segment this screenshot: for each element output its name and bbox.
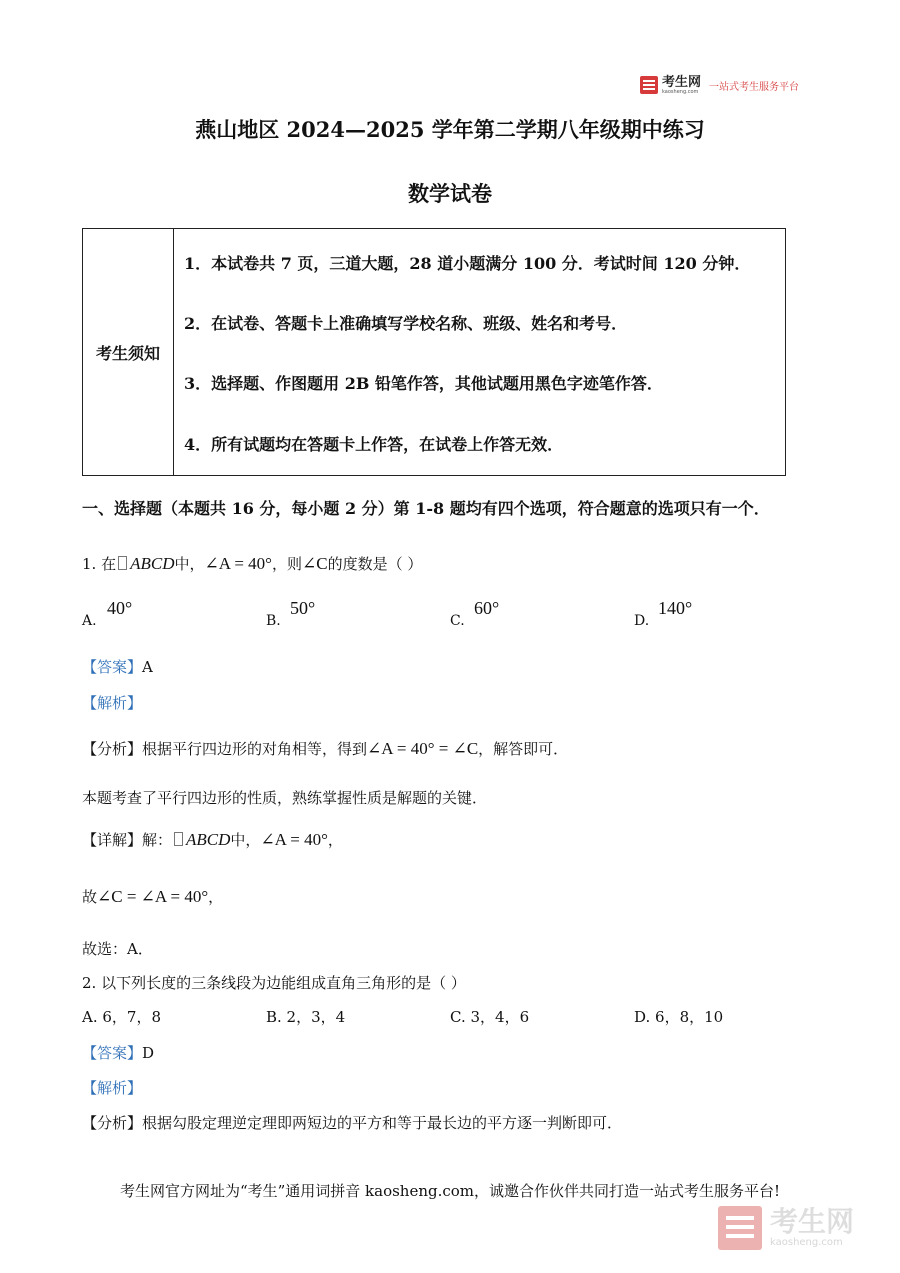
q1-shape: ABCD	[130, 554, 175, 573]
notice-item: 4．所有试题均在答题卡上作答，在试卷上作答无效．	[184, 435, 564, 454]
logo-name: 考生网	[662, 74, 702, 90]
q1-therefore	[82, 886, 223, 907]
option-value: 40°	[107, 598, 133, 618]
notice-item: 1．本试卷共 7 页，三道大题，28 道小题满分 100 分．考试时间 120 分钟．	[184, 254, 751, 273]
option: A. 6，7，8	[82, 1008, 161, 1026]
answer-tag: 【答案】	[82, 658, 143, 676]
kaosheng-watermark-icon	[718, 1206, 762, 1250]
parallelogram-icon	[118, 556, 127, 570]
fenxi-post: ，解答即可．	[478, 740, 569, 758]
q1-analysis-tag: 【解析】	[82, 694, 143, 712]
option-letter: D.	[634, 613, 650, 629]
watermark-domain: kaosheng.com	[770, 1237, 843, 1248]
fenxi-pre: 根据平行四边形的对角相等，得到	[142, 740, 368, 758]
answer-tag: 【答案】	[82, 1044, 143, 1062]
fenxi-tag: 【分析】	[82, 740, 143, 758]
q1-mid: 中，	[174, 555, 205, 573]
parallelogram-icon	[174, 832, 183, 846]
option-value: 60°	[474, 598, 500, 618]
q2-answer	[82, 1042, 154, 1063]
detail-mid: 中，	[230, 831, 261, 849]
watermark	[718, 1206, 854, 1250]
option-letter: A.	[82, 613, 97, 629]
option: B. 2，3，4	[266, 1008, 346, 1026]
q1-choose: 故选：A．	[82, 940, 153, 958]
q1-answer	[82, 656, 153, 677]
notice-item: 2．在试卷、答题卡上准确填写学校名称、班级、姓名和考号．	[184, 314, 628, 333]
q2-analysis-tag: 【解析】	[82, 1079, 143, 1097]
q2-fenxi: 【分析】根据勾股定理逆定理即两短边的平方和等于最长边的平方逐一判断即可．	[82, 1114, 623, 1132]
q1-condition: ∠A = 40°	[204, 554, 272, 573]
therefore-post: ，	[208, 888, 224, 906]
q1-detail	[82, 829, 343, 850]
q1-fenxi	[82, 738, 568, 759]
detail-tag: 【详解】	[82, 831, 143, 849]
notice-label: 考生须知	[83, 229, 174, 475]
option: C. 3，4，6	[450, 1008, 530, 1026]
header-logo	[640, 74, 799, 96]
logo-slogan: 一站式考生服务平台	[709, 81, 800, 93]
answer-value: D	[142, 1044, 155, 1062]
q1-mid2: ，则	[271, 555, 302, 573]
footer-text: 考生网官方网址为“考生”通用词拼音 kaosheng.com，诚邀合作伙伴共同打造一站式考生服务平台!	[119, 1182, 781, 1200]
logo-domain: kaosheng.com	[662, 88, 699, 95]
therefore-math: ∠C = ∠A = 40°	[97, 887, 209, 906]
detail-pre: 解：	[142, 831, 173, 849]
q1-post: 的度数是（ ）	[327, 555, 423, 573]
option-letter: C.	[450, 613, 465, 629]
candidate-notice-box	[82, 228, 786, 476]
therefore-pre: 故	[82, 888, 98, 906]
q1-ask: ∠C	[301, 554, 328, 573]
answer-value: A	[142, 658, 153, 676]
exam-subtitle: 数学试卷	[408, 181, 492, 206]
option-value: 140°	[658, 598, 693, 618]
notice-item: 3．选择题、作图题用 2B 铅笔作答，其他试题用黑色字迹笔作答．	[184, 374, 663, 393]
q1-summary: 本题考查了平行四边形的性质，熟练掌握性质是解题的关键．	[82, 789, 488, 807]
section-heading: 一、选择题（本题共 16 分，每小题 2 分）第 1-8 题均有四个选项，符合题意的选项只有一个．	[82, 499, 770, 518]
detail-post: ，	[327, 831, 343, 849]
detail-math: ∠A = 40°	[260, 830, 328, 849]
detail-shape: ABCD	[186, 830, 231, 849]
q1-pre: 1. 在	[82, 555, 117, 573]
option: D. 6，8，10	[634, 1008, 724, 1026]
question-2-stem: 2. 以下列长度的三条线段为边能组成直角三角形的是（ ）	[82, 974, 466, 992]
watermark-name: 考生网	[770, 1205, 855, 1238]
option-letter: B.	[266, 613, 281, 629]
fenxi-math: ∠A = 40° = ∠C	[367, 739, 479, 758]
option-value: 50°	[290, 598, 316, 618]
exam-title: 燕山地区 2024—2025 学年第二学期八年级期中练习	[195, 117, 705, 142]
question-1-stem	[82, 553, 422, 574]
kaosheng-logo-icon	[640, 76, 658, 94]
